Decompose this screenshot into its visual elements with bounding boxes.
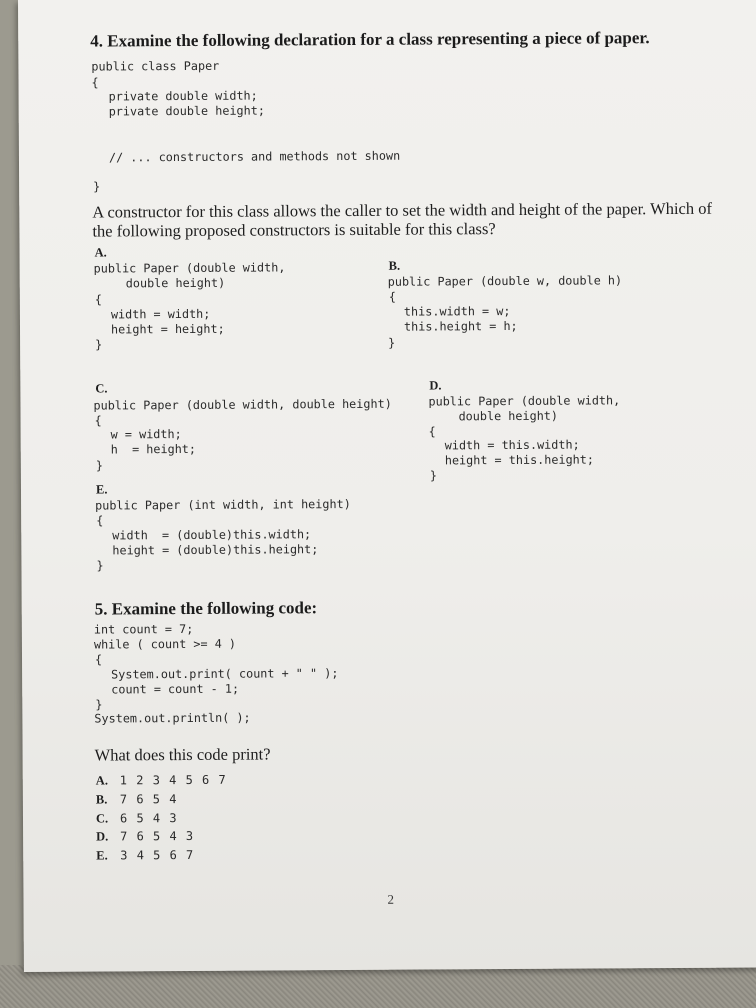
option-label: C. (95, 381, 108, 396)
code-line: count = count - 1; (111, 681, 240, 697)
question-4-prompt-line-1: A constructor for this class allows the caller to set the width and height of the paper. Which of (92, 198, 713, 222)
code-line: public Paper (double width, double height) (93, 396, 392, 413)
code-line: public Paper (double width, (93, 260, 286, 276)
answer-label: A. (95, 773, 108, 788)
question-4-title: 4. Examine the following declaration for a class representing a piece of paper. (90, 28, 650, 51)
code-line: System.out.println( ); (94, 710, 251, 726)
code-line: width = width; (110, 306, 211, 322)
question-5-prompt: What does this code print? (94, 744, 271, 765)
answer-label: C. (95, 811, 109, 826)
answer-label: D. (96, 829, 109, 844)
code-line: while ( count >= 4 ) (93, 636, 237, 652)
code-line: { (91, 75, 99, 90)
code-line: this.height = h; (403, 318, 518, 334)
code-line: height = height; (110, 321, 225, 337)
code-line: public Paper (int width, int height) (95, 496, 351, 513)
option-label: A. (94, 245, 107, 260)
option-label: D. (429, 378, 442, 393)
code-line: height = (double)this.height; (112, 542, 319, 558)
answer-text: 7 6 5 4 3 (120, 828, 195, 844)
code-line: width = this.width; (444, 437, 580, 453)
paper-sheet (18, 0, 756, 972)
code-line: int count = 7; (93, 621, 194, 637)
code-line: double height) (125, 275, 226, 291)
code-line: System.out.print( count + " " ); (111, 666, 339, 682)
code-line: { (388, 289, 396, 304)
answer-text: 1 2 3 4 5 6 7 (119, 772, 227, 788)
question-4-prompt-line-2: the following proposed constructors is suitable for this class? (92, 219, 496, 241)
option-label: E. (95, 482, 108, 497)
code-line: } (95, 337, 103, 352)
option-label: B. (388, 258, 401, 273)
code-line: } (388, 335, 396, 350)
code-line: { (94, 652, 103, 667)
code-line: } (429, 468, 438, 483)
code-line: } (95, 458, 103, 473)
answer-text: 3 4 5 6 7 (120, 847, 195, 863)
question-5-title: 5. Examine the following code: (94, 598, 318, 619)
code-comment: // ... constructors and methods not shown (108, 148, 401, 165)
code-line: } (93, 179, 101, 194)
code-line: } (95, 697, 103, 712)
code-line: public class Paper (91, 58, 220, 74)
page-number: 2 (387, 891, 395, 907)
code-line: width = (double)this.width; (112, 527, 312, 543)
code-line: public Paper (double width, (428, 393, 621, 409)
answer-label: B. (95, 792, 108, 807)
code-line: w = width; (110, 427, 182, 442)
code-line: h = height; (110, 441, 197, 457)
answer-text: 7 6 5 4 (119, 792, 178, 807)
code-line: { (96, 513, 104, 528)
code-line: { (94, 292, 102, 307)
answer-text: 6 5 4 3 (119, 811, 178, 826)
code-line: public Paper (double w, double h) (387, 273, 623, 289)
code-line: { (428, 424, 436, 439)
code-line: height = this.height; (444, 452, 595, 468)
answer-label: E. (96, 848, 108, 863)
code-line: { (94, 413, 102, 428)
code-line: private double height; (108, 103, 265, 119)
code-line: this.width = w; (403, 303, 511, 319)
code-line: } (96, 558, 104, 573)
carpet-background (0, 965, 756, 1008)
code-line: private double width; (108, 88, 258, 104)
code-line: double height) (458, 408, 559, 424)
